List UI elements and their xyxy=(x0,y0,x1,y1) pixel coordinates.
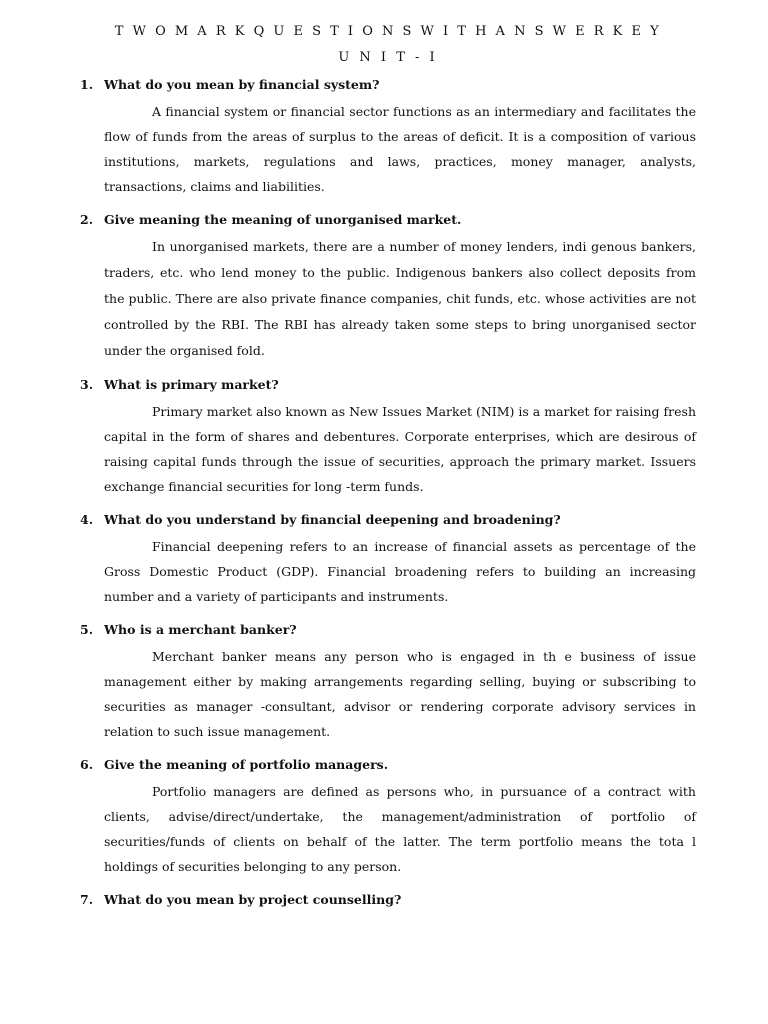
question-5 xyxy=(80,619,696,641)
unit-title: U N I T - I xyxy=(338,50,438,65)
qa-item-1 xyxy=(80,74,696,199)
qa-item-5 xyxy=(80,619,696,744)
qa-item-6 xyxy=(80,754,696,879)
question-3 xyxy=(80,374,696,396)
question-text: What do you mean by project counselling? xyxy=(104,892,402,907)
question-text: Give the meaning of portfolio managers. xyxy=(104,757,389,772)
question-number: 6. xyxy=(80,757,94,772)
question-7 xyxy=(80,889,696,911)
answer-4: Financial deepening refers to an increase of financial assets as percentage of the Gross Domestic Product (GDP). Financial broadening refers to building an increasing number and a variety of participants and instruments. xyxy=(104,539,696,604)
qa-item-4 xyxy=(80,509,696,609)
question-text: Who is a merchant banker? xyxy=(104,622,297,637)
document-title: T W O M A R K Q U E S T I O N S W I T H A N S W E R K E Y xyxy=(114,24,662,39)
question-2 xyxy=(80,209,696,231)
answer-5: Merchant banker means any person who is engaged in th e business of issue management either by making arrangements regarding selling, buying or subscribing to securities as manager -consultant, advisor or rendering corporate advisory services in relation to such issue management. xyxy=(104,649,696,739)
question-1 xyxy=(80,74,696,96)
question-6 xyxy=(80,754,696,776)
question-number: 3. xyxy=(80,377,94,392)
qa-item-3 xyxy=(80,374,696,499)
answer-2: In unorganised markets, there are a number of money lenders, indi genous bankers, traders, etc. who lend money to the public. Indigenous bankers also collect deposits from the public. There are also private finance companies, chit funds, etc. whose activities are not controlled by the RBI. The RBI has already taken some steps to bring unorganised sector under the organised fold. xyxy=(104,239,696,358)
question-number: 7. xyxy=(80,892,94,907)
answer-1: A financial system or financial sector functions as an intermediary and facilitates the flow of funds from the areas of surplus to the areas of deficit. It is a composition of various institutions, markets, regulations and laws, practices, money manager, analysts, transactions, claims and liabilities. xyxy=(104,104,696,194)
answer-3: Primary market also known as New Issues Market (NIM) is a market for raising fresh capital in the form of shares and debentures. Corporate enterprises, which are desirous of raising capital funds through the issue of securities, approach the primary market. Issuers exchange financial securities for long -term funds. xyxy=(104,404,696,494)
qa-item-2 xyxy=(80,209,696,364)
question-text: What do you understand by financial deepening and broadening? xyxy=(104,512,561,527)
question-number: 4. xyxy=(80,512,94,527)
question-text: What is primary market? xyxy=(104,377,279,392)
question-text: What do you mean by financial system? xyxy=(104,77,380,92)
question-number: 2. xyxy=(80,212,94,227)
question-4 xyxy=(80,509,696,531)
qa-item-7 xyxy=(80,889,696,911)
question-text: Give meaning the meaning of unorganised market. xyxy=(104,212,462,227)
question-number: 5. xyxy=(80,622,94,637)
answer-6: Portfolio managers are defined as persons who, in pursuance of a contract with clients, advise/direct/undertake, the management/administration of portfolio of securities/funds of clients on behalf of the latter. The term portfolio means the tota l holdings of securities belonging to any person. xyxy=(104,784,696,874)
question-number: 1. xyxy=(80,77,94,92)
